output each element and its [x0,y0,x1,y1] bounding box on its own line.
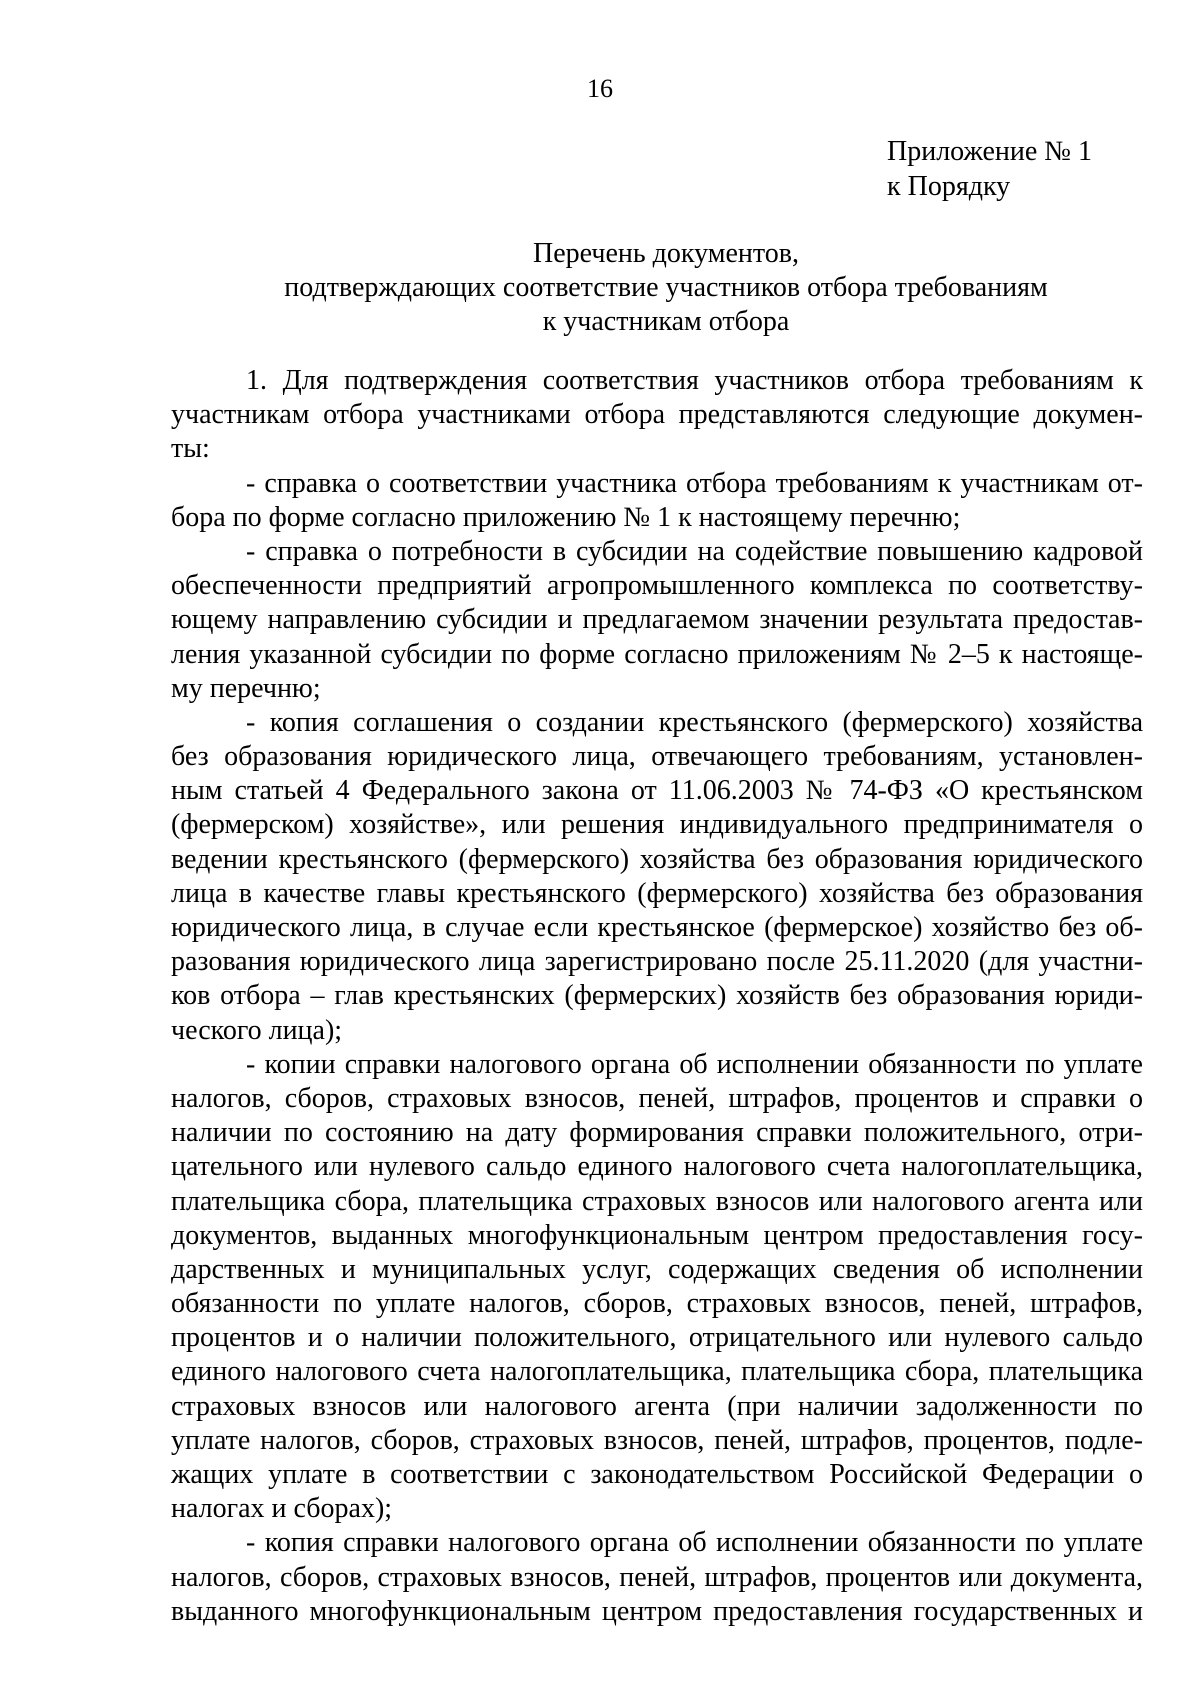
body-line: дарственных и муниципальных услуг, содержащих сведения об исполнении [171,1253,1143,1285]
body-line: налогах и сборах); [171,1493,393,1525]
document-title [230,237,1102,339]
body-line: ведении крестьянского (фермерского) хозяйства без образования юридического [171,843,1143,875]
body-line: - копии справки налогового органа об исполнении обязанности по уплате [246,1048,1143,1080]
body-line: плательщика сбора, плательщика страховых взносов или налогового агента или [171,1185,1143,1217]
body-line: процентов и о наличии положительного, отрицательного или нулевого сальдо [171,1322,1143,1354]
body-line: документов, выданных многофункциональным центром предоставления госу- [171,1219,1143,1251]
body-line: наличии по состоянию на дату формирования справки положительного, отри- [171,1117,1143,1149]
body-line: без образования юридического лица, отвечающего требованиям, установлен- [171,741,1143,773]
body-line: участникам отбора участниками отбора представляются следующие докумен- [171,399,1143,431]
body-line: (фермерском) хозяйстве», или решения индивидуального предпринимателя о [171,809,1143,841]
body-line: ющему направлению субсидии и предлагаемом значении результата предостав- [171,604,1143,636]
body-line: единого налогового счета налогоплательщика, плательщика сбора, плательщика [171,1356,1143,1388]
body-line: уплате налогов, сборов, страховых взносов, пеней, штрафов, процентов, подле- [171,1424,1143,1456]
body-line: - копия справки налогового органа об исполнении обязанности по уплате [246,1527,1143,1559]
document-body [171,364,1143,1629]
body-line: бора по форме согласно приложению № 1 к настоящему перечню; [171,501,961,533]
body-line: страховых взносов или налогового агента (при наличии задолженности по [171,1390,1143,1422]
body-line: налогов, сборов, страховых взносов, пеней, штрафов, процентов или документа, [171,1561,1143,1593]
body-line: ты: [171,433,210,465]
title-line-2: подтверждающих соответствие участников отбора требованиям [284,272,1048,303]
body-line: му перечню; [171,672,321,704]
appendix-line-2: к Порядку [887,171,1011,202]
body-line: выданного многофункциональным центром предоставления государственных и [171,1595,1143,1627]
body-line: ным статьей 4 Федерального закона от 11.06.2003 № 74-ФЗ «О крестьянском [171,775,1143,807]
body-line: жащих уплате в соответствии с законодательством Российской Федерации о [171,1459,1143,1490]
body-line: - справка о потребности в субсидии на содействие повышению кадровой [246,535,1143,567]
title-line-3: к участникам отбора [542,306,790,337]
page-number: 16 [587,74,613,103]
appendix-reference [887,134,1092,204]
body-line: ческого лица); [171,1014,343,1046]
title-line-1: Перечень документов, [533,238,799,269]
appendix-line-1: Приложение № 1 [887,136,1092,167]
body-line: разования юридического лица зарегистрировано после 25.11.2020 (для участни- [171,946,1143,978]
body-line: 1. Для подтверждения соответствия участников отбора требованиям к [246,365,1143,396]
body-line: ков отбора – глав крестьянских (фермерских) хозяйств без образования юриди- [171,980,1143,1012]
body-line: - копия соглашения о создании крестьянского (фермерского) хозяйства [246,706,1143,738]
body-line: - справка о соответствии участника отбора требованиям к участникам от- [246,467,1143,499]
body-line: обязанности по уплате налогов, сборов, страховых взносов, пеней, штрафов, [171,1288,1143,1320]
body-line: ления указанной субсидии по форме согласно приложениям № 2–5 к настояще- [171,638,1143,670]
body-line: лица в качестве главы крестьянского (фермерского) хозяйства без образования [171,877,1143,909]
body-line: налогов, сборов, страховых взносов, пеней, штрафов, процентов и справки о [171,1082,1143,1114]
body-line: обеспеченности предприятий агропромышленного комплекса по соответству- [171,570,1143,602]
body-line: цательного или нулевого сальдо единого налогового счета налогоплательщика, [171,1151,1143,1183]
body-line: юридического лица, в случае если крестьянское (фермерское) хозяйство без об- [171,912,1143,943]
